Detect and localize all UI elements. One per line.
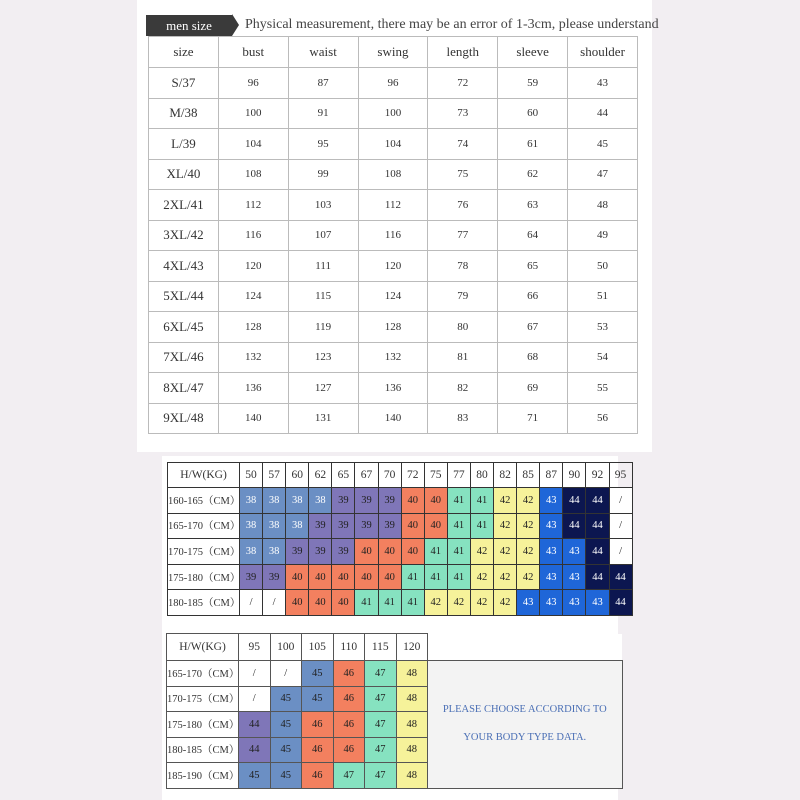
size-cell: 42 — [494, 513, 517, 539]
weight-header: 77 — [447, 463, 470, 488]
measurement-cell: 96 — [218, 68, 288, 99]
size-cell: 5XL/44 — [149, 281, 219, 312]
column-header: shoulder — [568, 37, 638, 68]
size-cell: 44 — [563, 513, 586, 539]
measurement-cell: 54 — [568, 342, 638, 373]
note-line-1: PLEASE CHOOSE ACCORDING TO — [442, 704, 607, 716]
size-cell: / — [240, 590, 263, 616]
size-cell: 48 — [396, 763, 428, 789]
measurement-note: Physical measurement, there may be an error of 1-3cm, please understand — [245, 17, 659, 32]
size-cell: 42 — [517, 488, 540, 514]
measurement-cell: 91 — [288, 98, 358, 129]
size-cell: 43 — [563, 539, 586, 565]
size-cell: 42 — [447, 590, 470, 616]
table-row — [149, 220, 638, 251]
size-cell: 40 — [286, 564, 309, 590]
choose-note — [428, 661, 623, 789]
height-label: 170-175（CM） — [167, 686, 239, 712]
size-cell: 42 — [470, 564, 493, 590]
table-row — [149, 312, 638, 343]
size-cell: 40 — [286, 590, 309, 616]
size-cell: 42 — [494, 564, 517, 590]
size-cell: 40 — [355, 564, 378, 590]
measurement-cell: 47 — [568, 159, 638, 190]
measurement-cell: 124 — [358, 281, 428, 312]
measurement-cell: 63 — [498, 190, 568, 221]
measurement-cell: 131 — [288, 403, 358, 434]
measurement-cell: 120 — [218, 251, 288, 282]
measurement-cell: 103 — [288, 190, 358, 221]
measurement-cell: 132 — [358, 342, 428, 373]
measurement-cell: 56 — [568, 403, 638, 434]
measurement-cell: 43 — [568, 68, 638, 99]
table-row — [149, 190, 638, 221]
measurement-cell: 107 — [288, 220, 358, 251]
measurement-cell: 83 — [428, 403, 498, 434]
weight-header: 115 — [365, 634, 397, 661]
weight-header: 50 — [240, 463, 263, 488]
size-cell: 38 — [263, 539, 286, 565]
size-cell: 43 — [540, 513, 563, 539]
corner-label: H/W(KG) — [168, 463, 240, 488]
size-cell: 42 — [470, 539, 493, 565]
measurement-cell: 80 — [428, 312, 498, 343]
measurement-cell: 116 — [218, 220, 288, 251]
measurement-cell: 62 — [498, 159, 568, 190]
size-cell: 41 — [447, 564, 470, 590]
table-row — [149, 159, 638, 190]
size-cell: 44 — [586, 539, 609, 565]
size-cell: 47 — [365, 661, 397, 687]
size-cell: 9XL/48 — [149, 403, 219, 434]
size-cell: 46 — [333, 686, 365, 712]
height-label: 165-170（CM） — [168, 513, 240, 539]
height-label: 180-185（CM） — [167, 737, 239, 763]
note-spacer — [428, 634, 623, 661]
size-cell: / — [263, 590, 286, 616]
size-cell: 47 — [333, 763, 365, 789]
measurement-cell: 132 — [218, 342, 288, 373]
weight-header: 57 — [263, 463, 286, 488]
size-cell: 41 — [424, 564, 447, 590]
size-cell: 41 — [447, 539, 470, 565]
table-header-row — [149, 37, 638, 68]
measurement-cell: 108 — [218, 159, 288, 190]
size-cell: 41 — [470, 513, 493, 539]
size-cell: 46 — [302, 763, 334, 789]
measurement-cell: 44 — [568, 98, 638, 129]
size-cell: 39 — [332, 488, 355, 514]
size-cell: 41 — [378, 590, 401, 616]
size-cell: 42 — [517, 513, 540, 539]
size-cell: 47 — [365, 686, 397, 712]
measurement-cell: 119 — [288, 312, 358, 343]
size-cell: 43 — [540, 564, 563, 590]
size-cell: 47 — [365, 763, 397, 789]
size-cell: 38 — [240, 488, 263, 514]
size-cell: 43 — [586, 590, 609, 616]
size-cell: / — [609, 539, 632, 565]
size-cell: 42 — [494, 539, 517, 565]
weight-header: 80 — [470, 463, 493, 488]
size-cell: 45 — [239, 763, 271, 789]
chart-row — [168, 539, 633, 565]
size-cell: 40 — [309, 564, 332, 590]
measurement-cell: 68 — [498, 342, 568, 373]
size-cell: 39 — [355, 488, 378, 514]
measurement-cell: 112 — [358, 190, 428, 221]
size-cell: 39 — [332, 513, 355, 539]
measurement-cell: 72 — [428, 68, 498, 99]
table-row — [149, 98, 638, 129]
size-cell: 43 — [517, 590, 540, 616]
size-cell: / — [239, 686, 271, 712]
size-cell: 41 — [447, 488, 470, 514]
size-cell: 39 — [309, 539, 332, 565]
size-cell: 41 — [470, 488, 493, 514]
size-cell: 8XL/47 — [149, 373, 219, 404]
size-cell: 42 — [517, 564, 540, 590]
size-cell: 43 — [540, 539, 563, 565]
table-row — [149, 403, 638, 434]
size-cell: 41 — [424, 539, 447, 565]
measurement-cell: 136 — [358, 373, 428, 404]
weight-header: 72 — [401, 463, 424, 488]
size-cell: 38 — [263, 513, 286, 539]
table-header — [146, 14, 659, 36]
size-cell: 45 — [270, 686, 302, 712]
size-cell: 41 — [355, 590, 378, 616]
size-cell: 7XL/46 — [149, 342, 219, 373]
weight-header: 60 — [286, 463, 309, 488]
size-cell: 40 — [401, 513, 424, 539]
size-cell: 44 — [239, 712, 271, 738]
size-cell: L/39 — [149, 129, 219, 160]
chart-row — [168, 590, 633, 616]
measurement-cell: 51 — [568, 281, 638, 312]
size-cell: 44 — [586, 513, 609, 539]
chart-header-row — [168, 463, 633, 488]
weight-header: 82 — [494, 463, 517, 488]
measurement-cell: 99 — [288, 159, 358, 190]
size-cell: 38 — [263, 488, 286, 514]
size-cell: / — [609, 488, 632, 514]
size-cell: 40 — [401, 488, 424, 514]
measurement-cell: 123 — [288, 342, 358, 373]
column-header: sleeve — [498, 37, 568, 68]
table-row — [149, 68, 638, 99]
height-label: 170-175（CM） — [168, 539, 240, 565]
weight-header: 87 — [540, 463, 563, 488]
size-cell: 40 — [309, 590, 332, 616]
measurement-cell: 55 — [568, 373, 638, 404]
size-cell: 45 — [302, 686, 334, 712]
measurement-cell: 87 — [288, 68, 358, 99]
size-measurement-table — [148, 36, 638, 434]
size-cell: / — [270, 661, 302, 687]
size-cell: 46 — [333, 661, 365, 687]
size-cell: 41 — [447, 513, 470, 539]
size-cell: 44 — [586, 488, 609, 514]
size-cell: 46 — [302, 737, 334, 763]
measurement-cell: 45 — [568, 129, 638, 160]
size-cell: 39 — [263, 564, 286, 590]
weight-header: 62 — [309, 463, 332, 488]
measurement-cell: 65 — [498, 251, 568, 282]
size-cell: 40 — [378, 539, 401, 565]
size-cell: 38 — [309, 488, 332, 514]
size-cell: 41 — [401, 590, 424, 616]
measurement-cell: 71 — [498, 403, 568, 434]
measurement-cell: 116 — [358, 220, 428, 251]
height-label: 180-185（CM） — [168, 590, 240, 616]
weight-header: 67 — [355, 463, 378, 488]
measurement-cell: 50 — [568, 251, 638, 282]
height-label: 165-170（CM） — [167, 661, 239, 687]
size-cell: 41 — [401, 564, 424, 590]
measurement-cell: 82 — [428, 373, 498, 404]
weight-header: 70 — [378, 463, 401, 488]
column-header: size — [149, 37, 219, 68]
measurement-cell: 60 — [498, 98, 568, 129]
size-cell: 38 — [286, 488, 309, 514]
measurement-cell: 66 — [498, 281, 568, 312]
measurement-cell: 95 — [288, 129, 358, 160]
measurement-cell: 112 — [218, 190, 288, 221]
weight-header: 92 — [586, 463, 609, 488]
height-label: 185-190（CM） — [167, 763, 239, 789]
size-cell: 39 — [332, 539, 355, 565]
chart-header-row — [167, 634, 623, 661]
size-cell: 6XL/45 — [149, 312, 219, 343]
measurement-cell: 124 — [218, 281, 288, 312]
weight-header: 95 — [239, 634, 271, 661]
measurement-cell: 69 — [498, 373, 568, 404]
weight-header: 100 — [270, 634, 302, 661]
weight-header: 95 — [609, 463, 632, 488]
column-header: waist — [288, 37, 358, 68]
size-cell: XL/40 — [149, 159, 219, 190]
measurement-cell: 104 — [218, 129, 288, 160]
measurement-cell: 140 — [218, 403, 288, 434]
size-cell: 43 — [563, 564, 586, 590]
table-row — [149, 281, 638, 312]
size-cell: 46 — [302, 712, 334, 738]
size-cell: 42 — [424, 590, 447, 616]
table-row — [149, 342, 638, 373]
weight-header: 65 — [332, 463, 355, 488]
measurement-cell: 127 — [288, 373, 358, 404]
height-weight-chart-2 — [166, 633, 623, 789]
size-cell: 40 — [424, 513, 447, 539]
size-cell: 4XL/43 — [149, 251, 219, 282]
measurement-cell: 74 — [428, 129, 498, 160]
size-cell: 45 — [270, 763, 302, 789]
note-line-2: YOUR BODY TYPE DATA. — [463, 732, 587, 744]
size-cell: 48 — [396, 686, 428, 712]
measurement-cell: 75 — [428, 159, 498, 190]
height-weight-chart-1 — [167, 462, 633, 616]
measurement-cell: 128 — [218, 312, 288, 343]
measurement-cell: 73 — [428, 98, 498, 129]
size-cell: 44 — [239, 737, 271, 763]
size-cell: S/37 — [149, 68, 219, 99]
size-cell: 39 — [309, 513, 332, 539]
size-cell: 40 — [355, 539, 378, 565]
measurement-cell: 81 — [428, 342, 498, 373]
size-cell: 40 — [378, 564, 401, 590]
size-cell: 43 — [563, 590, 586, 616]
column-header: bust — [218, 37, 288, 68]
measurement-cell: 76 — [428, 190, 498, 221]
chart-row — [168, 564, 633, 590]
weight-header: 85 — [517, 463, 540, 488]
size-cell: 40 — [332, 590, 355, 616]
size-cell: 43 — [540, 590, 563, 616]
size-cell: 38 — [240, 513, 263, 539]
column-header: swing — [358, 37, 428, 68]
measurement-cell: 108 — [358, 159, 428, 190]
size-cell: 42 — [517, 539, 540, 565]
measurement-cell: 111 — [288, 251, 358, 282]
table-row — [149, 251, 638, 282]
chart-row — [168, 488, 633, 514]
size-cell: 3XL/42 — [149, 220, 219, 251]
size-cell: 44 — [563, 488, 586, 514]
size-cell: 47 — [365, 712, 397, 738]
table-row — [149, 129, 638, 160]
weight-header: 105 — [302, 634, 334, 661]
size-cell: 47 — [365, 737, 397, 763]
size-cell: 2XL/41 — [149, 190, 219, 221]
measurement-cell: 79 — [428, 281, 498, 312]
size-cell: 39 — [378, 513, 401, 539]
measurement-cell: 140 — [358, 403, 428, 434]
size-cell: 45 — [270, 737, 302, 763]
measurement-cell: 128 — [358, 312, 428, 343]
size-cell: 48 — [396, 712, 428, 738]
weight-header: 120 — [396, 634, 428, 661]
size-cell: 38 — [286, 513, 309, 539]
size-cell: 44 — [609, 564, 632, 590]
size-cell: 45 — [270, 712, 302, 738]
size-cell: 40 — [424, 488, 447, 514]
size-cell: 43 — [540, 488, 563, 514]
measurement-cell: 59 — [498, 68, 568, 99]
height-label: 160-165（CM） — [168, 488, 240, 514]
weight-header: 90 — [563, 463, 586, 488]
measurement-cell: 104 — [358, 129, 428, 160]
measurement-cell: 67 — [498, 312, 568, 343]
measurement-cell: 96 — [358, 68, 428, 99]
size-cell: 40 — [401, 539, 424, 565]
men-size-tag: men size — [146, 15, 232, 36]
size-cell: 46 — [333, 712, 365, 738]
weight-header: 110 — [333, 634, 365, 661]
size-cell: 42 — [470, 590, 493, 616]
measurement-cell: 120 — [358, 251, 428, 282]
size-cell: 42 — [494, 590, 517, 616]
chart-row — [168, 513, 633, 539]
measurement-cell: 100 — [358, 98, 428, 129]
height-label: 175-180（CM） — [167, 712, 239, 738]
size-cell: 40 — [332, 564, 355, 590]
measurement-cell: 53 — [568, 312, 638, 343]
size-cell: 38 — [240, 539, 263, 565]
tag-arrow-icon — [232, 14, 239, 36]
size-cell: 44 — [586, 564, 609, 590]
weight-header: 75 — [424, 463, 447, 488]
measurement-cell: 48 — [568, 190, 638, 221]
size-cell: / — [609, 513, 632, 539]
measurement-cell: 100 — [218, 98, 288, 129]
column-header: length — [428, 37, 498, 68]
size-cell: 46 — [333, 737, 365, 763]
corner-label: H/W(KG) — [167, 634, 239, 661]
measurement-cell: 49 — [568, 220, 638, 251]
measurement-cell: 64 — [498, 220, 568, 251]
chart-row — [167, 661, 623, 687]
measurement-cell: 78 — [428, 251, 498, 282]
size-cell: M/38 — [149, 98, 219, 129]
size-cell: 39 — [355, 513, 378, 539]
size-cell: 44 — [609, 590, 632, 616]
size-cell: 39 — [286, 539, 309, 565]
size-cell: 39 — [240, 564, 263, 590]
measurement-cell: 136 — [218, 373, 288, 404]
size-cell: 45 — [302, 661, 334, 687]
size-cell: 48 — [396, 661, 428, 687]
height-label: 175-180（CM） — [168, 564, 240, 590]
table-row — [149, 373, 638, 404]
measurement-cell: 61 — [498, 129, 568, 160]
size-cell: / — [239, 661, 271, 687]
size-cell: 42 — [494, 488, 517, 514]
measurement-cell: 115 — [288, 281, 358, 312]
size-cell: 39 — [378, 488, 401, 514]
measurement-cell: 77 — [428, 220, 498, 251]
size-cell: 48 — [396, 737, 428, 763]
